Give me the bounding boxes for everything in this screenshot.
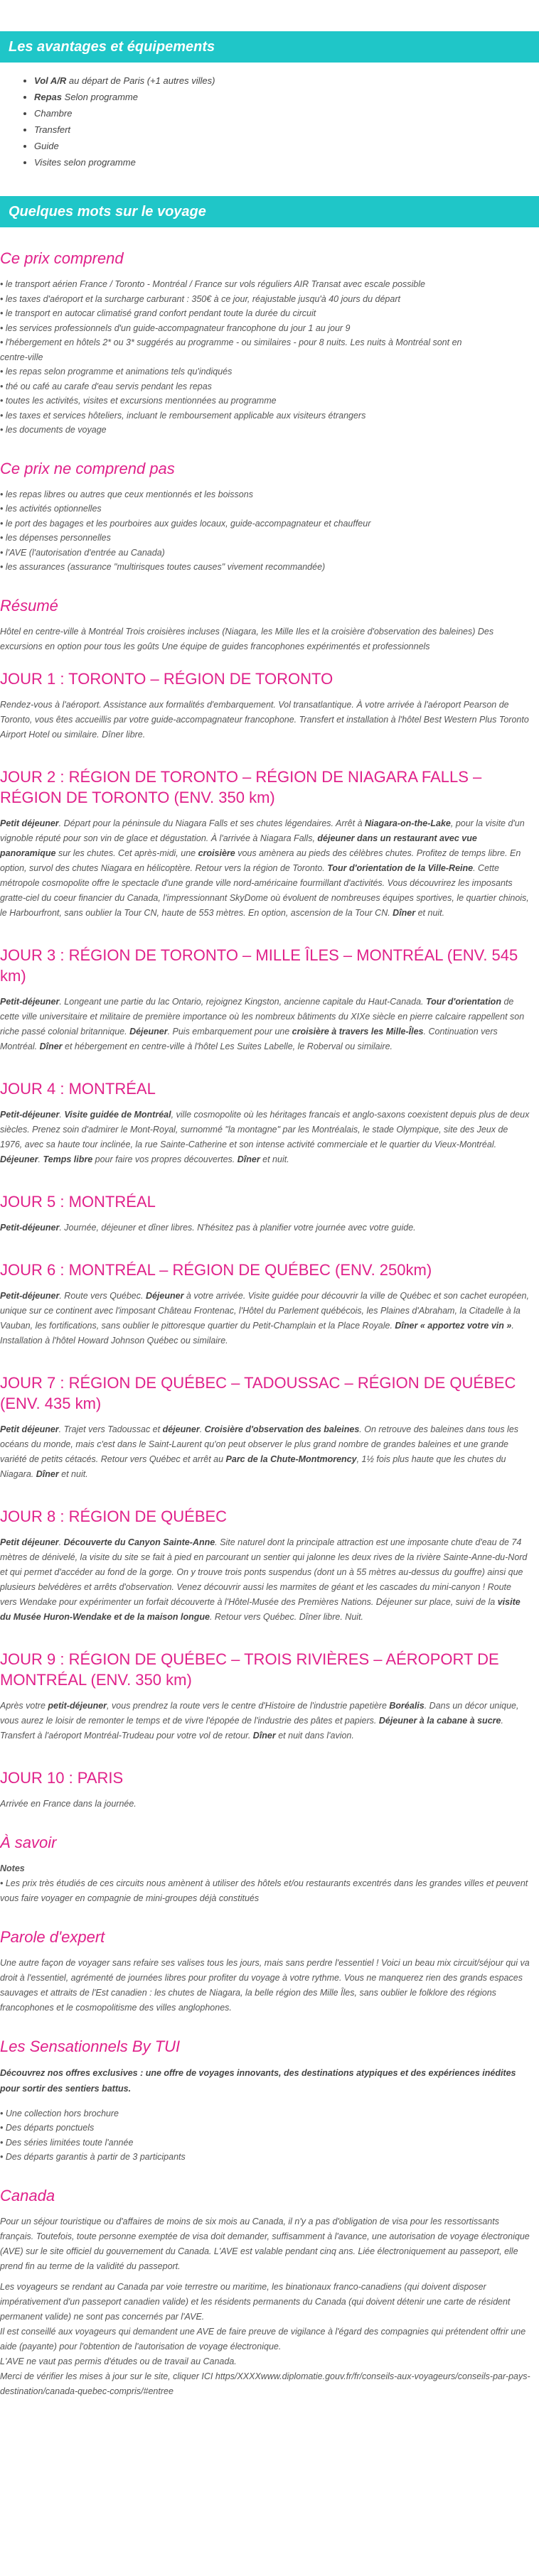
includes-item: • le transport aérien France / Toronto - Montréal / France sur vols réguliers AIR Transat avec escale possible — [0, 279, 425, 289]
day-text-bold: Dîner — [39, 1041, 63, 1051]
day-text-bold: Découverte du Canyon Sainte-Anne — [63, 1537, 215, 1547]
excludes-item: • le port des bagages et les pourboires aux guides locaux, guide-accompagnateur et chauffeur — [0, 518, 371, 529]
day-text — [0, 1535, 530, 1625]
day-text-part: et nuit. — [415, 907, 445, 918]
day-text-bold: Croisière d'observation des baleines — [204, 1424, 360, 1434]
day-text-bold: Petit déjeuner — [0, 1537, 59, 1547]
canada-p2: Les voyageurs se rendant au Canada par voie terrestre ou maritime, les binationaux franco-canadiens (qui doivent disposer impérativement d'un passeport canadien valide) et les résidents permanents du Canada (qui doivent détenir une carte de résident permanent valide) ne sont pas concernés par l'AVE. — [0, 2281, 511, 2322]
day-text-part: sur les chutes. Cet après-midi, une — [55, 848, 198, 858]
day-text-part: . — [59, 1109, 65, 1120]
day-text-part: et hébergement en centre-ville à l'hôtel Les Suites Labelle, le Roberval ou similaire. — [62, 1041, 393, 1051]
notes-label: Notes — [0, 1863, 25, 1873]
day-text-part: , 1½ fois plus haute que les chutes du Niagara. — [0, 1454, 506, 1479]
day-text-part: . Trajet vers Tadoussac et — [58, 1424, 163, 1434]
includes-item: • thé ou café au carafe d'eau servis pendant les repas — [0, 381, 212, 391]
voyage-header: Quelques mots sur le voyage — [0, 196, 539, 227]
day-text-bold: Tour d'orientation de la Ville-Reine — [327, 862, 474, 873]
equipment-list — [34, 72, 539, 171]
includes-item: centre-ville — [0, 352, 43, 362]
day-text-part: . Journée, déjeuner et dîner libres. N'hésitez pas à planifier votre journée avec votre guide. — [59, 1222, 416, 1233]
day-text-part: et nuit dans l'avion. — [275, 1730, 354, 1741]
canada-p1: Pour un séjour touristique ou d'affaires de moins de six mois au Canada, il n'y a pas d'obligation de visa pour les ressortissants français. Toutefois, toute personne exemptée de visa doit demander, suffisamment à l'avance, une autorisation de voyage électronique (AVE) sur le site officiel du gouvernement du Canada. L'AVE est valable pendant cinq ans. Liée électroniquement au passeport, elle prend fin au terme de la validité du passeport. — [0, 2216, 530, 2271]
day-text-bold: Temps libre — [43, 1154, 93, 1164]
equipment-item-text: Visites selon programme — [34, 157, 136, 168]
day-text — [0, 1221, 530, 1235]
day-text — [0, 1797, 530, 1812]
equipment-item-text: Guide — [34, 141, 59, 151]
day-text-bold: Dîner — [36, 1468, 59, 1479]
day-text-bold: déjeuner — [162, 1424, 200, 1434]
day-text-part: , pour la visite d'un vignoble réputé pour son vin de glace et dégustation. À l'arrivée à Niagara Falls, — [0, 818, 525, 843]
equipment-item — [34, 154, 539, 171]
summary-title: Résumé — [0, 596, 58, 615]
day-text-bold: Petit déjeuner — [0, 818, 59, 828]
day-text-part: . Transfert à l'aéroport Montréal-Trudeau pour votre vol de retour. — [0, 1715, 503, 1741]
day-text-part: . Départ pour la péninsule du Niagara Falls et ses chutes légendaires. Arrêt à — [58, 818, 365, 828]
equipment-header: Les avantages et équipements — [0, 31, 539, 63]
includes-item: • les documents de voyage — [0, 425, 107, 435]
day-text — [0, 1108, 530, 1167]
expert-text: Une autre façon de voyager sans refaire ses valises tous les jours, mais sans perdre l'essentiel ! Voici un beau mix circuit/séjour qui va droit à l'essentiel, agrémenté de journées libres pour profiter du voyage à votre rythme. Vous ne manquerez rien des grands espaces sauvages et attraits de l'Est canadien : les chutes de Niagara, la belle région des Mille Îles, sans oublier le folklore des régions francophones et le cosmopolitisme des villes anglophones. — [0, 1957, 530, 2013]
day-text-bold: Dîner — [252, 1730, 276, 1741]
equipment-item — [34, 105, 539, 121]
day-text-part: . Continuation vers Montréal. — [0, 1026, 498, 1051]
day-text-bold: croisière à travers les Mille-Îles — [292, 1026, 424, 1037]
includes-item: • toutes les activités, visites et excursions mentionnées au programme — [0, 396, 277, 406]
day-title: JOUR 2 : RÉGION DE TORONTO – RÉGION DE NIAGARA FALLS – RÉGION DE TORONTO (ENV. 350 km) — [0, 767, 482, 806]
day-title: JOUR 9 : RÉGION DE QUÉBEC – TROIS RIVIÈRES – AÉROPORT DE MONTRÉAL (ENV. 350 km) — [0, 1650, 499, 1689]
summary-text: Hôtel en centre-ville à Montréal Trois croisières incluses (Niagara, les Mille Iles et la croisière d'observation des baleines) Des excursions en option pour tous les goûts Une équipe de guides francophones expérimentés et professionnels — [0, 626, 494, 651]
day-title: JOUR 3 : RÉGION DE TORONTO – MILLE ÎLES – MONTRÉAL (ENV. 545 km) — [0, 946, 518, 985]
day-text-part: Arrivée en France dans la journée. — [0, 1798, 137, 1809]
day-text-bold: Déjeuner — [129, 1026, 168, 1037]
day-text-part: vous amènera au pieds des célèbres chutes. Profitez de temps libre. En option, survol des chutes Niagara en hélicoptère. Retour vers la région de Toronto. — [0, 848, 521, 873]
day-text-part: Rendez-vous à l'aéroport. Assistance aux formalités d'embarquement. Vol transatlantique. À votre arrivée à l'aéroport Pearson de Toronto, vous êtes accueillis par votre guide-accompagnateur francophone. Transfert et installation à l'hôtel Best Western Plus Toronto Airport Hotel ou similaire. Dîner libre. — [0, 699, 529, 740]
day-title: JOUR 4 : MONTRÉAL — [0, 1079, 156, 1098]
canada-p4: L'AVE ne vaut pas permis d'études ou de travail au Canada. — [0, 2356, 237, 2366]
day-text-part: Après votre — [0, 1700, 48, 1711]
day-text-part: à votre arrivée. Visite guidée pour découvrir la ville de Québec et son cachet européen, unique sur ce continent avec l'imposant Château Frontenac, l'Hôtel du Parlement québécois, les Plaines d'Abraham, la Citadelle à la Vauban, les fortifications, sans oublier le pittoresque quartier du Petit-Champlain et la Place Royale. — [0, 1290, 529, 1331]
day-text-part: . Route vers Québec. — [59, 1290, 146, 1301]
expert-title: Parole d'expert — [0, 1927, 105, 1946]
to-know-title: À savoir — [0, 1833, 57, 1851]
day-title: JOUR 8 : RÉGION DE QUÉBEC — [0, 1507, 228, 1525]
notes-text: • Les prix très étudiés de ces circuits nous amènent à utiliser des hôtels et/ou restaurants excentrés dans les grandes villes et peuvent vous faire voyager en compagnie de mini-groupes déjà constitués — [0, 1878, 528, 1903]
excludes-item: • les dépenses personnelles — [0, 533, 111, 543]
day-text — [0, 698, 530, 742]
day-title: JOUR 7 : RÉGION DE QUÉBEC – TADOUSSAC – RÉGION DE QUÉBEC (ENV. 435 km) — [0, 1373, 516, 1412]
includes-item: • l'hébergement en hôtels 2* ou 3* suggérés au programme - ou similaires - pour 8 nuits. Les nuits à Montréal sont en — [0, 337, 462, 347]
excludes-item: • les activités optionnelles — [0, 504, 102, 514]
day-title: JOUR 5 : MONTRÉAL — [0, 1192, 156, 1211]
canada-p5: Merci de vérifier les mises à jour sur le site, cliquer ICI https/XXXXwww.diplomatie.gouv.fr/fr/conseils-aux-voyageurs/conseils-par-pays-destination/canada-quebec-compris/#entree — [0, 2371, 530, 2396]
equipment-item-text: au départ de Paris (+1 autres villes) — [66, 75, 215, 86]
day-title: JOUR 10 : PARIS — [0, 1768, 124, 1787]
day-text-part: . Dans un décor unique, vous aurez le loisir de remonter le temps et de vivre l'épopée de l'industrie des pâtes et papiers. — [0, 1700, 519, 1726]
day-text-bold: Petit-déjeuner — [0, 1222, 60, 1233]
itinerary — [0, 669, 530, 1812]
day-text-bold: déjeuner dans un restaurant avec vue panoramique — [0, 833, 477, 858]
day-text-bold: croisière — [198, 848, 235, 858]
day-text — [0, 816, 530, 921]
day-text-part: . — [58, 1537, 64, 1547]
sensationnels-list — [0, 2106, 530, 2165]
day-text-bold: Parc de la Chute-Montmorency — [225, 1454, 357, 1464]
day-text-part: . Site naturel dont la principale attraction est une imposante chute d'eau de 74 mètres de dénivelé, la visite du site se fait à pied en parcourant un sentier qui jalonne les deux rives de la rivière Sainte-Anne-du-Nord et qui permet d'accéder au fond de la gorge. On y trouve trois ponts suspendus (dont un à 55 mètres au-dessus du gouffre) ainsi que plusieurs belvédères et arrêts d'observation. Venez découvrir aussi les marmites de géant et les cascades du mini-canyon ! Route vers Wendake pour expérimenter un forfait découverte à l'Hôtel-Musée des Premières Nations. Déjeuner sur place, suivi de la — [0, 1537, 528, 1607]
sensationnels-item: • Des séries limitées toute l'année — [0, 2137, 134, 2148]
equipment-item — [34, 121, 539, 138]
day-text-part: . — [38, 1154, 43, 1164]
equipment-item-text: Chambre — [34, 108, 73, 119]
day-text-part: pour faire vos propres découvertes. — [92, 1154, 238, 1164]
price-includes-title: Ce prix comprend — [0, 249, 124, 267]
sensationnels-intro: Découvrez nos offres exclusives : une offre de voyages innovants, des destinations atypiques et des expériences inédites pour sortir des sentiers battus. — [0, 2067, 516, 2094]
day-text-part: . Cette métropole cosmopolite offre le spectacle d'une grande ville nord-américaine fourmillant d'activités. Vous découvrirez les imposants gratte-ciel du coeur financier du Canada, l'impressionnant SkyDome où évoluent de nombreuses équipes sportives, le quartier chinois, le Harbourfront, sans oublier la Tour CN, haute de 553 mètres. En option, ascension de la Tour CN. — [0, 862, 529, 918]
day-text-bold: Déjeuner à la cabane à sucre — [378, 1715, 501, 1726]
day-text — [0, 1289, 530, 1348]
day-text-bold: Déjeuner — [145, 1290, 184, 1301]
day-text-part: et nuit. — [58, 1468, 88, 1479]
includes-item: • les services professionnels d'un guide-accompagnateur francophone du jour 1 au jour 9 — [0, 323, 351, 333]
day-text — [0, 1422, 530, 1482]
excludes-item: • l'AVE (l'autorisation d'entrée au Canada) — [0, 547, 165, 558]
day-text-bold: Boréalis — [389, 1700, 425, 1711]
day-text-bold: Petit-déjeuner — [0, 996, 60, 1007]
day-text-bold: petit-déjeuner — [48, 1700, 107, 1711]
day-text-bold: Dîner « apportez votre vin » — [395, 1320, 512, 1331]
day-text-bold: Niagara-on-the-Lake — [365, 818, 451, 828]
day-text-bold: Déjeuner — [0, 1154, 38, 1164]
day-text-bold: visite du Musée Huron-Wendake et de la maison longue — [0, 1596, 521, 1622]
canada-p3: Il est conseillé aux voyageurs qui demandent une AVE de faire preuve de vigilance à l'égard des compagnies qui prétendent offrir une aide (payante) pour l'obtention de l'autorisation de voyage électronique. — [0, 2326, 526, 2352]
day-text-part: , vous prendrez la route vers le centre d'Histoire de l'industrie papetière — [107, 1700, 390, 1711]
day-text-part: , ville cosmopolite où les héritages francais et anglo-saxons coexistent depuis plus de deux siècles. Prenez soin d'admirer le Mont-Royal, surnommé "la montagne" par les Montréalais, le stade Olympique, site des Jeux de 1976, avec sa haute tour inclinée, la rue Sainte-Catherine et son intense activité commerciale et le quartier du Vieux-Montréal. — [0, 1109, 530, 1149]
equipment-item-bold: Repas — [34, 92, 63, 102]
price-includes-list — [0, 277, 530, 438]
day-text-part: . Retour vers Québec. Dîner libre. Nuit. — [209, 1611, 364, 1622]
sensationnels-item: • Des départs garantis à partir de 3 participants — [0, 2152, 186, 2162]
canada-title: Canada — [0, 2186, 55, 2204]
excludes-item: • les assurances (assurance "multirisques toutes causes" vivement recommandée) — [0, 562, 326, 572]
day-text-part: . Longeant une partie du lac Ontario, rejoignez Kingston, ancienne capitale du Haut-Canada. — [59, 996, 426, 1007]
equipment-item — [34, 89, 539, 105]
day-text-part: . Installation à l'hôtel Howard Johnson Québec ou similaire. — [0, 1320, 514, 1346]
includes-item: • le transport en autocar climatisé grand confort pendant toute la durée du circuit — [0, 308, 316, 318]
includes-item: • les taxes d'aéroport et la surcharge carburant : 350€ à ce jour, réajustable jusqu'à 40 jours du départ — [0, 293, 400, 304]
day-text-bold: Visite guidée de Montréal — [64, 1109, 171, 1120]
day-text-bold: Dîner — [393, 907, 416, 918]
day-text-part: et nuit. — [260, 1154, 289, 1164]
equipment-item — [34, 138, 539, 154]
voyage-content — [0, 249, 539, 2399]
sensationnels-item: • Une collection hors brochure — [0, 2108, 119, 2118]
day-text-part: de cette ville universitaire et militaire de première importance où les nombreux bâtiments du XIXe siècle en pierre calcaire rappellent son riche passé colonial britannique. — [0, 996, 525, 1037]
equipment-item-text: Selon programme — [62, 92, 138, 102]
day-text — [0, 1699, 530, 1743]
day-text-bold: Petit-déjeuner — [0, 1290, 60, 1301]
equipment-item-bold: Vol A/R — [34, 75, 67, 86]
price-excludes-title: Ce prix ne comprend pas — [0, 459, 175, 477]
equipment-item-text: Transfert — [34, 124, 71, 135]
sensationnels-title: Les Sensationnels By TUI — [0, 2037, 181, 2055]
excludes-item: • les repas libres ou autres que ceux mentionnés et les boissons — [0, 489, 253, 499]
day-text-part: . On retrouve des baleines dans tous les océans du monde, mais c'est dans le Saint-Laurent qu'on peut observer le plus grand nombre de grandes baleines et une grande variété de petits cétacés. Retour vers Québec et arrêt au — [0, 1424, 519, 1464]
price-excludes-list — [0, 487, 530, 575]
day-text — [0, 995, 530, 1054]
includes-item: • les taxes et services hôteliers, incluant le remboursement applicable aux visiteurs étrangers — [0, 410, 366, 421]
day-text-part: . Puis embarquement pour une — [167, 1026, 292, 1037]
sensationnels-item: • Des départs ponctuels — [0, 2123, 95, 2133]
day-text-bold: Tour d'orientation — [425, 996, 501, 1007]
day-text-bold: Petit-déjeuner — [0, 1109, 60, 1120]
includes-item: • les repas selon programme et animations tels qu'indiqués — [0, 367, 233, 377]
day-text-bold: Dîner — [237, 1154, 260, 1164]
equipment-item — [34, 72, 539, 89]
day-text-part: . — [199, 1424, 205, 1434]
day-text-bold: Petit déjeuner — [0, 1424, 59, 1434]
day-title: JOUR 6 : MONTRÉAL – RÉGION DE QUÉBEC (ENV. 250km) — [0, 1260, 432, 1279]
day-title: JOUR 1 : TORONTO – RÉGION DE TORONTO — [0, 669, 333, 688]
